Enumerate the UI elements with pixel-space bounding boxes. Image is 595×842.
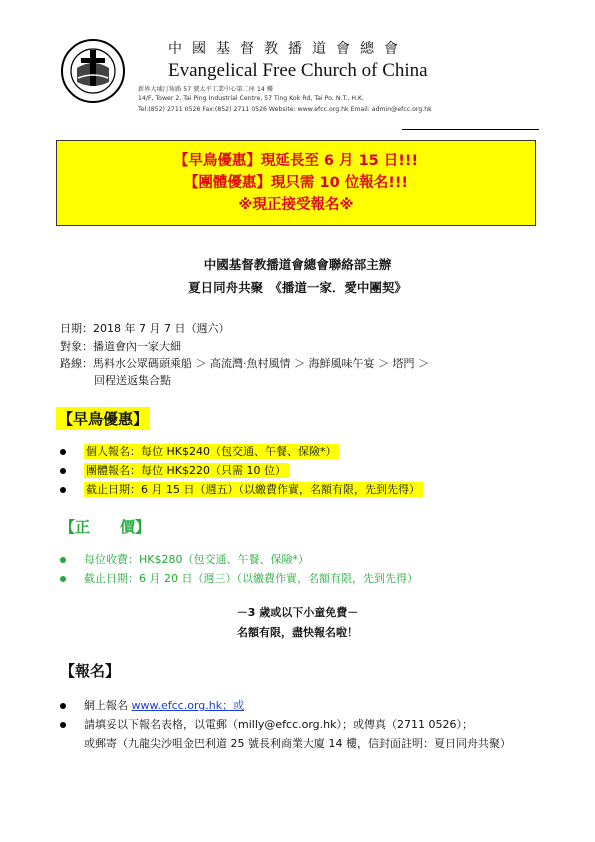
promo-box (56, 140, 536, 226)
promo-early-bird-extension: 【早鳥優惠】現延長至 6 月 15 日!!! (173, 153, 419, 169)
registration-heading: 【報名】 (60, 662, 121, 680)
promo-group-offer: 【團體優惠】現只需 10 位報名!!! (183, 175, 409, 191)
list-item: 每位收費：HK$280（包交通、午餐、保險*） (60, 551, 309, 567)
church-logo (60, 38, 126, 104)
bullet-icon (60, 703, 66, 709)
org-name-english: Evangelical Free Church of China (168, 60, 428, 81)
bullet-icon (60, 449, 66, 455)
event-route-continued: 回程送返集合點 (94, 374, 171, 387)
bullet-icon (60, 722, 66, 728)
event-title: 夏日同舟共聚 《播道一家．愛中團契》 (188, 280, 407, 295)
list-item: 網上報名 www.efcc.org.hk；或 (60, 697, 244, 713)
list-item: 截止日期：6 月 15 日（週五）（以繳費作實，名額有限，先到先得） (60, 481, 423, 497)
list-item: 請填妥以下報名表格，以電郵（milly@efcc.org.hk）；或傳真（2711 0526）； (60, 716, 473, 732)
bullet-icon (60, 557, 66, 563)
early-bird-heading: 【早鳥優惠】 (56, 407, 150, 430)
bullet-icon (60, 468, 66, 474)
registration-mail-line: 或郵寄（九龍尖沙咀金巴利道 25 號長利商業大廈 14 樓，信封面註明：夏日同舟共聚） (84, 737, 511, 750)
list-item: 個人報名：每位 HK$240（包交通、午餐、保險*） (60, 443, 339, 459)
header-rule (402, 129, 539, 130)
org-name-chinese: 中國基督教播道會總會 (168, 41, 408, 57)
address-chinese: 新界大埔汀角路 57 號太平工業中心第二座 14 樓 (138, 86, 273, 93)
event-route: 路線：馬料水公眾碼頭乘船 ＞ 高流灣‧魚村風情 ＞ 海鮮風味午宴 ＞ 塔門 ＞ (60, 357, 429, 370)
registration-link[interactable]: www.efcc.org.hk；或 (131, 699, 245, 712)
address-english: 14/F, Tower 2, Tai Ping Industrial Centre, 57 Ting Kok Rd, Tai Po, N.T., H.K. (138, 95, 364, 102)
bullet-icon (60, 487, 66, 493)
list-item: 截止日期：6 月 20 日（週三）（以繳費作實，名額有限，先到先得） (60, 570, 418, 586)
event-date: 日期：2018 年 7 月 7 日（週六） (60, 322, 230, 335)
event-audience: 對象：播道會內一家大細 (60, 340, 181, 353)
event-organizer: 中國基督教播道會總會聯絡部主辦 (203, 257, 392, 272)
contact-line: Tel:(852) 2711 0526 Fax:(852) 2711 0526 Website: www.efcc.org.hk Email: admin@efcc.org.hk (138, 106, 432, 113)
children-free-note: －3 歲或以下小童免費－ (236, 606, 359, 619)
list-item: 團體報名：每位 HK$220（只需 10 位） (60, 462, 289, 478)
promo-now-accepting: ※現正接受報名※ (238, 197, 354, 213)
bullet-icon (60, 576, 66, 582)
limited-places-note: 名額有限，盡快報名啦！ (237, 626, 358, 639)
regular-price-heading: 【正 價】 (60, 518, 151, 536)
